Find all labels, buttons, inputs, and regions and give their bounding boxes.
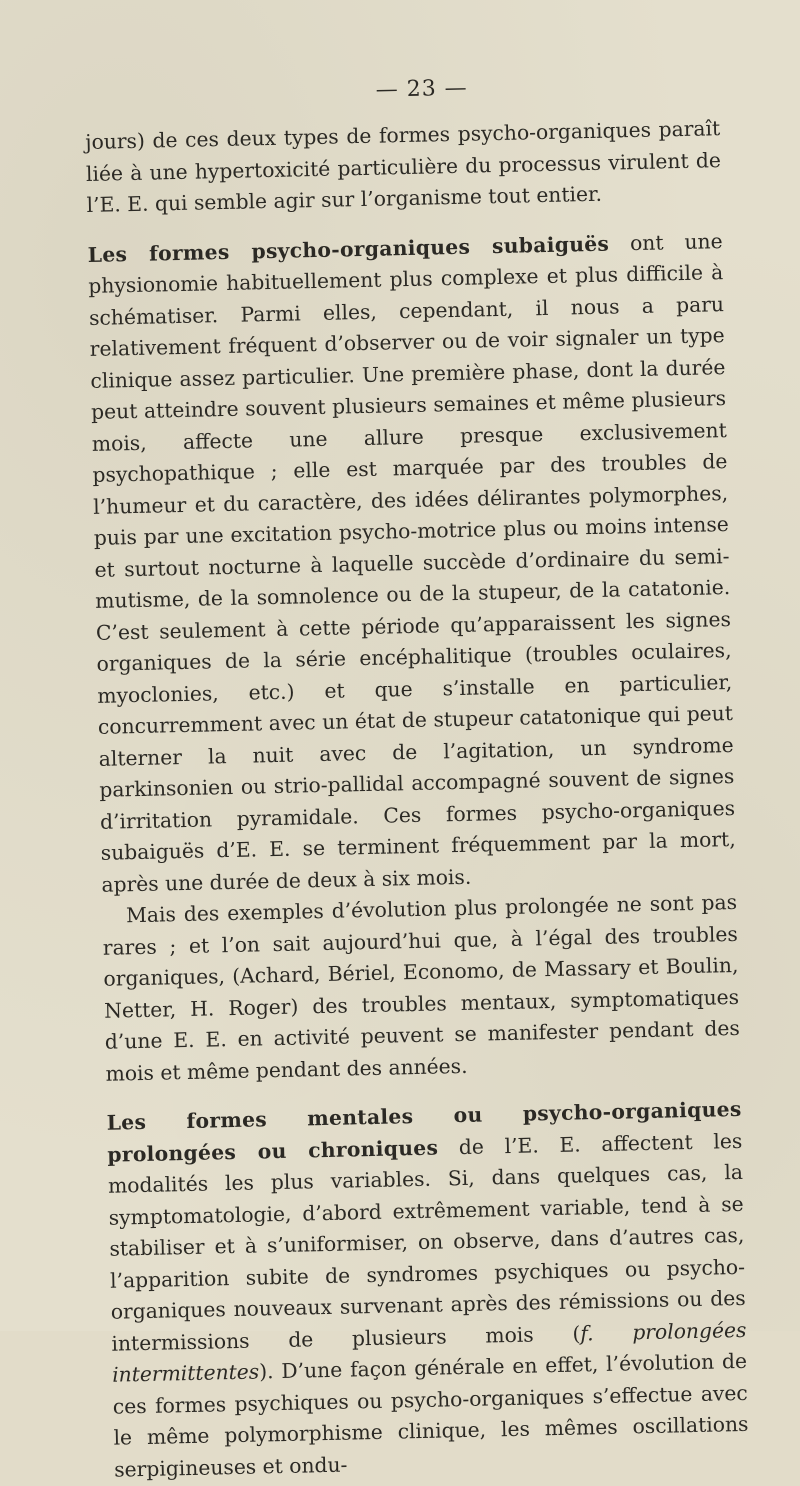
paragraph-subacute-text: ont une physionomie habituellement plus complexe et plus difficile à schématiser. Parmi elles, cependant, il nous a paru relativement fréquent d’observer ou de voir signaler un type clinique assez particulier. Une première phase, dont la durée peut atteindre souvent plusieurs semaines et même plusieurs mois, affecte une allure presque exclusivement psychopathique ; elle est marquée par des troubles de l’humeur et du caractère, des idées délirantes polymorphes, puis par une excitation psycho-motrice plus ou moins intense et surtout nocturne à laquelle succède d’ordinaire du semi-mutisme, de la somnolence ou de la stupeur, de la catatonie. C’est seulement à cette période qu’apparaissent les signes organiques de la série encéphalitique (troubles oculaires, myoclonies, etc.) et que s’installe en particulier, concurremment avec un état de stupeur catatonique qui peut alterner la nuit avec de l’agitation, un syndrome parkinsonien ou strio-pallidal accompagné souvent de signes d’irritation pyramidale. Ces formes psycho-organiques subaiguës d’E. E. se terminent fréquemment par la mort, après une durée de deux à six mois. [88, 228, 736, 897]
paragraph-chronic-forms [106, 1094, 749, 1486]
paragraph-chronic-italic: f. prolongées intermittentes [111, 1317, 747, 1387]
paragraph-prolonged-evolution: Mais des exemples d’évolution plus prolongée ne sont pas rares ; et l’on sait aujourd’hui que, à l’égal des troubles organiques, (Achard, Bériel, Economo, de Massary et Boulin, Netter, H. Roger) des troubles mentaux, symptomatiques d’une E. E. en activité peuvent se manifester pendant des mois et même pendant des années. [102, 889, 741, 1086]
heading-chronic-forms: Les formes mentales ou psycho-organiques prolongées ou chroniques [106, 1096, 742, 1167]
page-text-block [84, 70, 749, 1486]
page-number: — 23 — [375, 75, 468, 103]
paragraph-chronic-text-a: de l’E. E. affectent les modalités les plus variables. Si, dans quelques cas, la symptomatologie, d’abord extrêmement variable, tend à se stabiliser et à s’uniformiser, on observe, dans d’autres cas, l’apparition subite de syndromes psychiques ou psycho-organiques nouveaux survenant après des rémissions ou des intermissions de plusieurs mois ( [107, 1128, 746, 1356]
paragraph-1: jours) de ces deux types de formes psycho-organiques paraît liée à une hypertoxicité particulière du processus virulent de l’E. E. qui semble agir sur l’organisme tout entier. [85, 116, 722, 217]
heading-subacute-forms: Les formes psycho-organiques subaiguës [87, 231, 610, 267]
paragraph-subacute-forms [87, 226, 736, 901]
paragraph-chronic-text-b: ). D’une façon générale en effet, l’évolution de ces formes psychiques ou psycho-organiques s’effectue avec le même polymorphisme clinique, les mêmes oscillations serpigineuses et ondu- [112, 1348, 749, 1482]
